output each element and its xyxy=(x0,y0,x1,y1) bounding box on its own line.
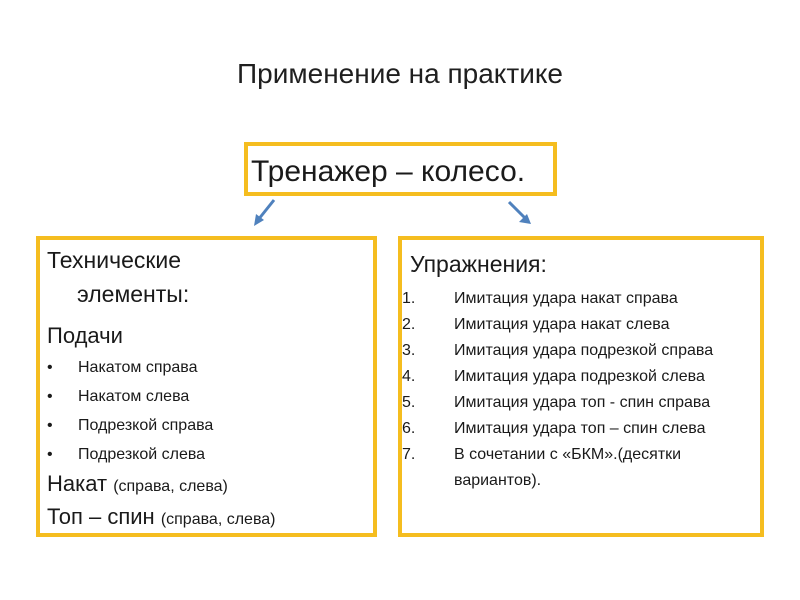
list-item: • Подрезкой слева xyxy=(47,440,377,469)
list-item xyxy=(402,390,762,416)
technical-elements-content xyxy=(47,243,377,535)
list-item xyxy=(402,338,762,364)
exercises-list xyxy=(402,286,762,494)
arrow-down-right-icon xyxy=(505,198,535,228)
arrow-down-left-icon xyxy=(250,196,280,228)
list-item: • Накатом слева xyxy=(47,382,377,411)
list-item xyxy=(402,442,762,494)
slide-title: Применение на практике xyxy=(237,58,563,89)
list-item xyxy=(402,312,762,338)
topspin-label: Топ – спин xyxy=(47,504,155,529)
item-text: Имитация удара топ – спин слева xyxy=(454,420,706,437)
item-number: 2. xyxy=(402,316,416,333)
list-item xyxy=(402,364,762,390)
item-text: Имитация удара накат справа xyxy=(454,290,678,307)
nakat-line xyxy=(47,469,377,502)
serves-title: Подачи xyxy=(47,323,123,348)
nakat-detail: (справа, слева) xyxy=(113,478,228,495)
heading-line-1: Технические xyxy=(47,247,182,273)
topspin-line xyxy=(47,502,377,535)
topspin-detail: (справа, слева) xyxy=(160,511,276,528)
serves-list xyxy=(47,353,377,469)
item-text: В сочетании с «БКМ».(десятки вариантов). xyxy=(454,446,682,489)
technical-elements-heading xyxy=(47,243,377,311)
heading-line-2: элементы: xyxy=(77,281,190,307)
item-text: Имитация удара подрезкой слева xyxy=(454,368,705,385)
list-item xyxy=(402,416,762,442)
item-number: 7. xyxy=(402,446,416,463)
item-text: Имитация удара топ - спин справа xyxy=(454,394,711,411)
list-item: • Накатом справа xyxy=(47,353,377,382)
item-number: 4. xyxy=(402,368,416,385)
exercises-heading: Упражнения: xyxy=(410,251,547,277)
nakat-label: Накат xyxy=(47,471,108,496)
exercises-content xyxy=(402,247,762,494)
item-number: 1. xyxy=(402,290,416,307)
item-number: 3. xyxy=(402,342,416,359)
item-number: 6. xyxy=(402,420,416,437)
item-number: 5. xyxy=(402,394,416,411)
list-item xyxy=(402,286,762,312)
list-item: • Подрезкой справа xyxy=(47,411,377,440)
item-text: Имитация удара подрезкой справа xyxy=(454,342,714,359)
trainer-text: Тренажер – колесо. xyxy=(251,155,526,188)
item-text: Имитация удара накат слева xyxy=(454,316,670,333)
